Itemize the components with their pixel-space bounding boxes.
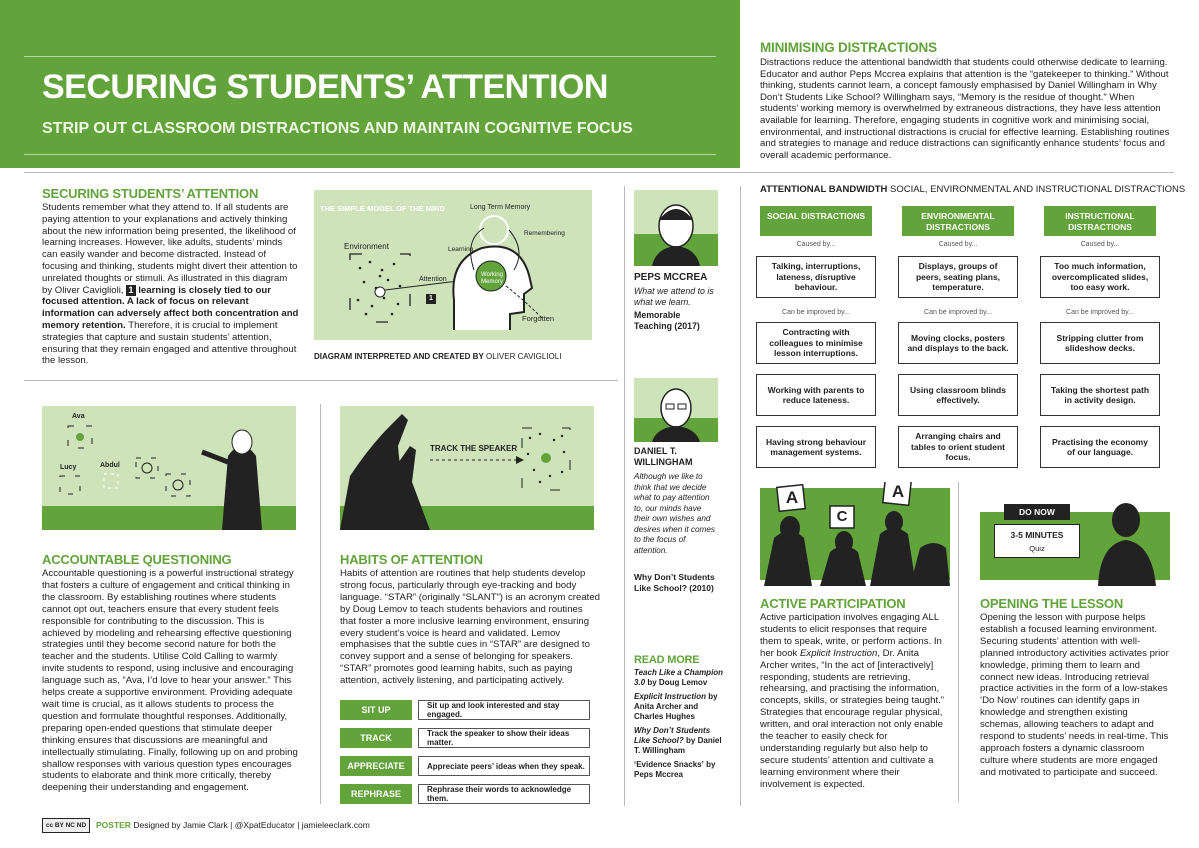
poster-label: POSTER <box>96 820 131 830</box>
book-author: by Daniel T. Willingham <box>634 736 722 755</box>
credit-bold: DIAGRAM INTERPRETED AND CREATED BY <box>314 352 484 361</box>
working-memory-label: Working Memory <box>481 272 503 285</box>
caused-by-label: Caused by... <box>938 241 978 248</box>
footer-credit <box>96 820 370 830</box>
section-heading: MINIMISING DISTRACTIONS <box>760 40 937 55</box>
section-heading: OPENING THE LESSON <box>980 596 1124 611</box>
bandwidth-title <box>760 184 1185 195</box>
credit-name: OLIVER CAVIGLIOLI <box>486 352 562 361</box>
cause-box: Displays, groups of peers, seating plans, temperature. <box>898 256 1018 298</box>
portrait-image <box>634 378 718 442</box>
peps-portrait <box>634 190 718 266</box>
bandwidth-bold: ATTENTIONAL BANDWIDTH <box>760 184 888 195</box>
fix-box: Arranging chairs and tables to orient student focus. <box>898 426 1018 468</box>
fix-box: Practising the economy of our language. <box>1040 426 1160 468</box>
remembering-label: Remembering <box>524 230 565 237</box>
fix-box: Stripping clutter from slideshow decks. <box>1040 322 1160 364</box>
do-now-label: DO NOW <box>1004 504 1070 520</box>
divider <box>320 404 321 804</box>
text: Therefore, it is crucial to implement strategies that capture and sustain students’ attention, ensuring that they remain engaged and attentive throughout the lesson. <box>42 319 297 367</box>
attention-label: Attention <box>419 276 447 283</box>
divider <box>24 56 716 57</box>
star-text: Sit up and look interested and stay engaged. <box>418 700 590 720</box>
star-label: TRACK <box>340 728 412 748</box>
section-heading: HABITS OF ATTENTION <box>340 552 483 567</box>
speaker-illustration <box>340 406 594 530</box>
emphasis-text: learning is closely tied to our focused attention. A lack of focus on relevant information can adversely affect both concentration and memory retention. <box>42 284 299 331</box>
dan-portrait <box>634 378 718 442</box>
list-item <box>634 692 724 722</box>
portrait-image <box>634 190 718 266</box>
model-diagram <box>314 190 592 340</box>
divider <box>24 172 1174 173</box>
star-label: APPRECIATE <box>340 756 412 776</box>
book-title: Why Don’t Students Like School? (2010) <box>634 572 715 593</box>
minimising-body: Distractions reduce the attentional bandwidth that students could otherwise dedicate to learning. Educator and author Peps Mccrea explains that attention is the “gatekeeper to thinking.” Without thinking, students cannot learn, a concept famously emphasised by Daniel Willingham in Why Don’t Students Like School? Willingham says, “Memory is the residue of thought.” When students’ working memory is overwhelmed by extraneous distractions, they have less attention available for learning. Therefore, engaging students in cognitive work and minimising social, environmental, and instructional distractions is crucial for effective learning. Establishing routines and strategies to manage and reduce distractions can significantly enhance students’ focus and overall academic performance. <box>760 57 1170 161</box>
quote: Although we like to think that we decide what to pay attention to, our minds have their own wishes and desires when it comes to the focus of attention. <box>634 472 715 555</box>
page-subtitle: STRIP OUT CLASSROOM DISTRACTIONS AND MAINTAIN COGNITIVE FOCUS <box>42 120 633 137</box>
improved-by-label: Can be improved by... <box>1066 309 1134 316</box>
fix-box: Having strong behaviour management systems. <box>756 426 876 468</box>
card-letter: A <box>891 482 905 501</box>
star-text: Appreciate peers’ ideas when they speak. <box>418 756 590 776</box>
questioning-svg <box>42 406 296 530</box>
active-body <box>760 612 948 791</box>
book-title: Teach Like a Champion 3.0 <box>634 668 724 687</box>
star-label: REPHRASE <box>340 784 412 804</box>
page-title: SECURING STUDENTS’ ATTENTION <box>42 68 608 106</box>
minutes-label: 3-5 MINUTES <box>1010 530 1064 540</box>
list-item <box>634 760 724 780</box>
person-name: DANIEL T. WILLINGHAM <box>634 446 693 467</box>
read-more-list <box>634 668 724 780</box>
speaker-svg <box>340 406 594 530</box>
category-header: ENVIRONMENTAL DISTRACTIONS <box>902 206 1014 236</box>
teacher-svg <box>1090 494 1170 586</box>
section-heading: ACTIVE PARTICIPATION <box>760 596 906 611</box>
book-author: by Doug Lemov <box>647 678 708 687</box>
diagram-credit <box>314 352 561 361</box>
cause-box: Too much information, overcomplicated slides, too easy work. <box>1040 256 1160 298</box>
learning-label: Learning <box>448 246 474 253</box>
do-now-illustration <box>980 494 1170 586</box>
star-text: Rephrase their words to acknowledge them. <box>418 784 590 804</box>
student-name: Abdul <box>100 462 120 469</box>
cause-box: Talking, interruptions, lateness, disruptive behaviour. <box>756 256 876 298</box>
questioning-body: Accountable questioning is a powerful instructional strategy that fosters a culture of engagement and critical thinking in the classroom. By establishing routines where students cannot opt out, teachers ensure that every student feels responsible for contributing to the discussion. This is achieved by modeling and rehearsing effective questioning strategies until they become second nature for both the teacher and the students. Utilise Cold Calling to warmly invite students to respond, using inclusive and encouraging language such as, “Ava, I’d love to hear your answer.” This helps create a supportive environment. Providing adequate wait time is crucial, as it allows students to process the question and formulate thoughtful responses. Additionally, preparing open-ended questions that stimulate deeper thinking ensures that discussions are meaningful and intellectually stimulating. Finally, following up on and probing shallow responses with various question types encourages students to elaborate and think more critically, thereby deepening their understanding and engagement. <box>42 568 298 794</box>
caused-by-label: Caused by... <box>796 241 836 248</box>
card-letter: A <box>785 488 799 507</box>
divider <box>958 482 959 802</box>
divider <box>624 186 625 806</box>
marker-badge: 1 <box>128 284 134 296</box>
opening-body: Opening the lesson with purpose helps establish a focused learning environment. Securing students’ attention with well-planned introductory activities activates prior knowledge, priming them to learn and connect new ideas. Introducing retrieval practice activities in the form of a low-stakes ‘Do Now’ routines can identify gaps in knowledge and strengthen existing schemas, allowing teachers to adapt and respond to students’ needs in real-time. This approach fosters a dynamic classroom culture where students are more engaged and motivated to participate and succeed. <box>980 612 1169 778</box>
text: Active participation involves engaging ALL students to elicit responses that require them to speak, write, or perform actions. In her book <box>760 612 942 659</box>
active-illustration <box>760 482 950 586</box>
fix-box: Moving clocks, posters and displays to the back. <box>898 322 1018 364</box>
book-title: Memorable Teaching (2017) <box>634 310 700 331</box>
book-title: Explicit Instruction <box>800 647 878 659</box>
fix-box: Contracting with colleagues to minimise lesson interruptions. <box>756 322 876 364</box>
cc-license-icon: cc BY NC ND <box>42 818 90 833</box>
card-letter: C <box>836 508 848 525</box>
list-item <box>634 668 724 688</box>
book-author: by Peps Mccrea <box>634 760 716 779</box>
credit-text: Designed by Jamie Clark | @XpatEducator | jamieleeclark.com <box>133 820 370 830</box>
questioning-illustration <box>42 406 296 530</box>
fix-box: Taking the shortest path in activity design. <box>1040 374 1160 416</box>
improved-by-label: Can be improved by... <box>924 309 992 316</box>
forgotten-label: Forgotten <box>522 314 555 323</box>
category-header: INSTRUCTIONAL DISTRACTIONS <box>1044 206 1156 236</box>
securing-body <box>42 202 300 367</box>
section-heading: SECURING STUDENTS’ ATTENTION <box>42 186 259 201</box>
bandwidth-rest: SOCIAL, ENVIRONMENTAL AND INSTRUCTIONAL DISTRACTIONS <box>890 184 1186 195</box>
text: , Dr. Anita Archer writes, “In the act of [interactively] responding, students are retrieving, rehearsing, and practising the information, concepts, skills, or strategies being taught.” Strategies that encourage regular physical, written, and oral interaction not only enable the teacher to easily check for understanding regularly but also help to secure students’ attention and cultivate a learning environment where their involvement is expected. <box>760 647 944 790</box>
person-name: PEPS MCCREA <box>634 272 708 283</box>
fix-box: Using classroom blinds effectively. <box>898 374 1018 416</box>
caused-by-label: Caused by... <box>1080 241 1120 248</box>
quote: What we attend to is what we learn. <box>634 286 714 307</box>
star-label: SIT UP <box>340 700 412 720</box>
divider <box>24 154 716 155</box>
improved-by-label: Can be improved by... <box>782 309 850 316</box>
book-title: Explicit Instruction <box>634 692 707 701</box>
fix-box: Working with parents to reduce lateness. <box>756 374 876 416</box>
habits-body: Habits of attention are routines that help students develop strong focus, particularly through eye-tracking and body language. “STAR” (originally “SLANT”) is an acronym created by Doug Lemov to teach students behaviors and routines that foster a more inclusive learning environment, ensuring every student’s voice is heard and validated. Lemov emphasises that the subtle cues in “STAR” are designed to convey support and a sense of belonging for speakers. “STAR” promotes good learning habits, such as paying attention, actively listening, and participating actively. <box>340 568 601 687</box>
text: Students remember what they attend to. If all students are paying attention to your explanations and actively thinking about the new information being presented, the likelihood of learning increases. However, like adults, students’ minds can easily wander and become distracted. Instead of focusing and thinking, students might divert their attention to unrelated thoughts or stimuli. As illustrated in this diagram by Oliver Caviglioli, <box>42 202 298 296</box>
category-header: SOCIAL DISTRACTIONS <box>760 206 872 236</box>
star-text: Track the speaker to show their ideas matter. <box>418 728 590 748</box>
long-term-label: Long Term Memory <box>470 204 531 211</box>
list-item <box>634 726 724 756</box>
book-title: ‘Evidence Snacks’ <box>634 760 704 769</box>
quiz-label: Quiz <box>1029 544 1045 553</box>
student-name: Ava <box>72 413 85 420</box>
section-heading: ACCOUNTABLE QUESTIONING <box>42 552 232 567</box>
speaker-label: TRACK THE SPEAKER <box>430 444 518 453</box>
marker-badge: 1 <box>429 295 433 302</box>
diagram-label: THE SIMPLE MODEL OF THE MIND <box>320 204 445 213</box>
book-author: by Anita Archer and Charles Hughes <box>634 692 718 721</box>
section-heading: READ MORE <box>634 654 700 666</box>
divider <box>24 380 618 381</box>
book-title: Why Don’t Students Like School? <box>634 726 711 745</box>
divider <box>740 186 741 806</box>
environment-label: Environment <box>344 242 389 251</box>
student-name: Lucy <box>60 464 77 471</box>
